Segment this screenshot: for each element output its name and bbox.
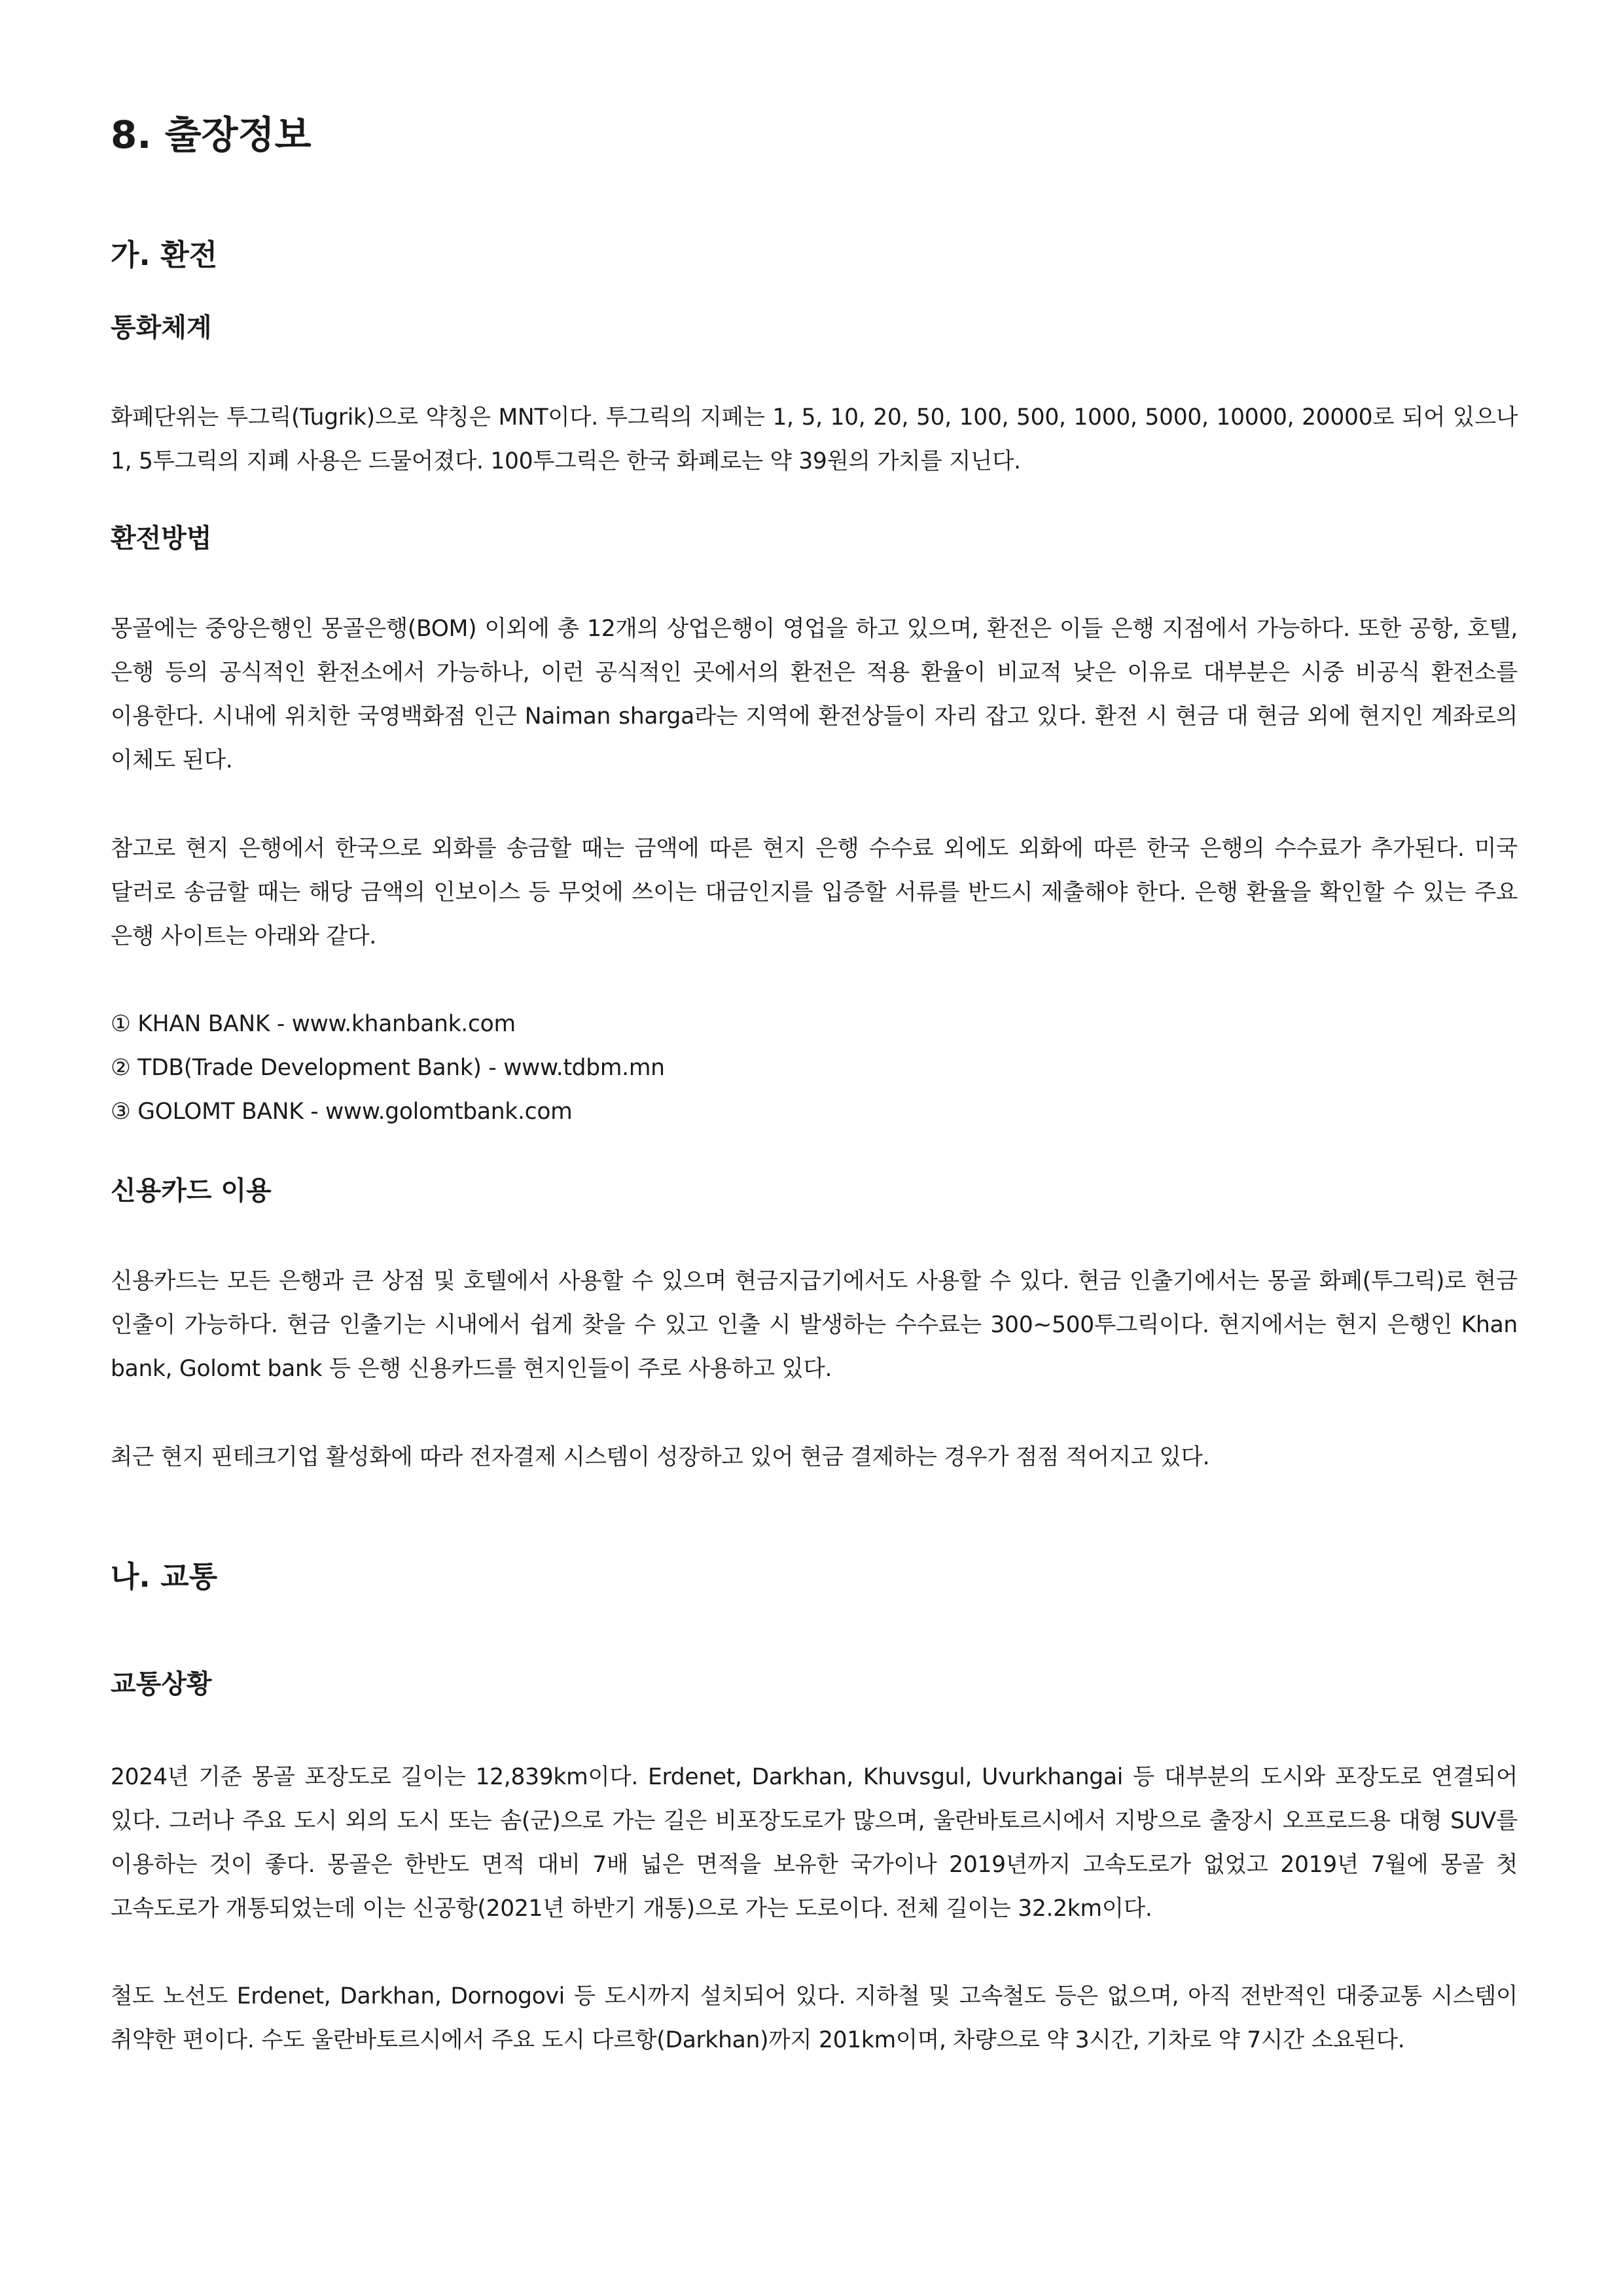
list-item: ② TDB(Trade Development Bank) - www.tdbm.mn [111,1055,665,1081]
currency-paragraph: 화폐단위는 투그릭(Tugrik)으로 약칭은 MNT이다. 투그릭의 지폐는 1, 5, 10, 20, 50, 100, 500, 1000, 5000, 10000, 20000로 되어 있으나 1, 5투그릭의 지폐 사용은 드물어졌다. 100투그릭은 한국 화폐로는 약 39원의 가치를 지닌다. [111,404,1518,474]
transport-paragraph-2: 철도 노선도 Erdenet, Darkhan, Dornogovi 등 도시까지 설치되어 있다. 지하철 및 고속철도 등은 없으며, 아직 전반적인 대중교통 시스템이 취약한 편이다. 수도 울란바토르시에서 주요 도시 다르항(Darkhan)까지 201km이며, 차량으로 약 3시간, 기차로 약 7시간 소요된다. [111,1983,1518,2053]
method-paragraph-2: 참고로 현지 은행에서 한국으로 외화를 송금할 때는 금액에 따른 현지 은행 수수료 외에도 외화에 따른 한국 은행의 수수료가 추가된다. 미국 달러로 송금할 때는 해당 금액의 인보이스 등 무엇에 쓰이는 대금인지를 입증할 서류를 반드시 제출해야 한다. 은행 환율을 확인할 수 있는 주요 은행 사이트는 아래와 같다. [111,836,1518,949]
section-title: 8. 출장정보 [111,113,312,157]
exchange-title: 가. 환전 [111,238,218,272]
method-paragraph-1: 몽골에는 중앙은행인 몽골은행(BOM) 이외에 총 12개의 상업은행이 영업을 하고 있으며, 환전은 이들 은행 지점에서 가능하다. 또한 공항, 호텔, 은행 등의 공식적인 환전소에서 가능하나, 이런 공식적인 곳에서의 환전은 적용 환율이 비교적 낮은 이유로 대부분은 시중 비공식 환전소를 이용한다. 시내에 위치한 국영백화점 인근 Naiman sharga라는 지역에 환전상들이 자리 잡고 있다. 환전 시 현금 대 현금 외에 현지인 계좌로의 이체도 된다. [111,616,1518,773]
transport-situation-heading: 교통상황 [111,1669,212,1699]
credit-card-paragraph-1: 신용카드는 모든 은행과 큰 상점 및 호텔에서 사용할 수 있으며 현금지급기에서도 사용할 수 있다. 현금 인출기에서는 몽골 화폐(투그릭)로 현금 인출이 가능하다. 현금 인출기는 시내에서 쉽게 찾을 수 있고 인출 시 발생하는 수수료는 300~500투그릭이다. 현지에서는 현지 은행인 Khan bank, Golomt bank 등 은행 신용카드를 현지인들이 주로 사용하고 있다. [111,1268,1518,1382]
credit-card-heading: 신용카드 이용 [111,1176,272,1206]
credit-card-paragraph-2: 최근 현지 핀테크기업 활성화에 따라 전자결제 시스템이 성장하고 있어 현금 결제하는 경우가 점점 적어지고 있다. [111,1444,1210,1470]
transport-title: 나. 교통 [111,1559,218,1594]
method-heading: 환전방법 [111,523,212,554]
bank-list [111,1002,665,1134]
list-item: ③ GOLOMT BANK - www.golomtbank.com [111,1099,573,1125]
list-item: ① KHAN BANK - www.khanbank.com [111,1011,516,1037]
currency-heading: 통화체계 [111,313,212,343]
transport-paragraph-1: 2024년 기준 몽골 포장도로 길이는 12,839km이다. Erdenet, Darkhan, Khuvsgul, Uvurkhangai 등 대부분의 도시와 포장도로 연결되어 있다. 그러나 주요 도시 외의 도시 또는 솜(군)으로 가는 길은 비포장도로가 많으며, 울란바토르시에서 지방으로 출장시 오프로드용 대형 SUV를 이용하는 것이 좋다. 몽골은 한반도 면적 대비 7배 넓은 면적을 보유한 국가이나 2019년까지 고속도로가 없었고 2019년 7월에 몽골 첫 고속도로가 개통되었는데 이는 신공항(2021년 하반기 개통)으로 가는 도로이다. 전체 길이는 32.2km이다. [111,1764,1518,1922]
